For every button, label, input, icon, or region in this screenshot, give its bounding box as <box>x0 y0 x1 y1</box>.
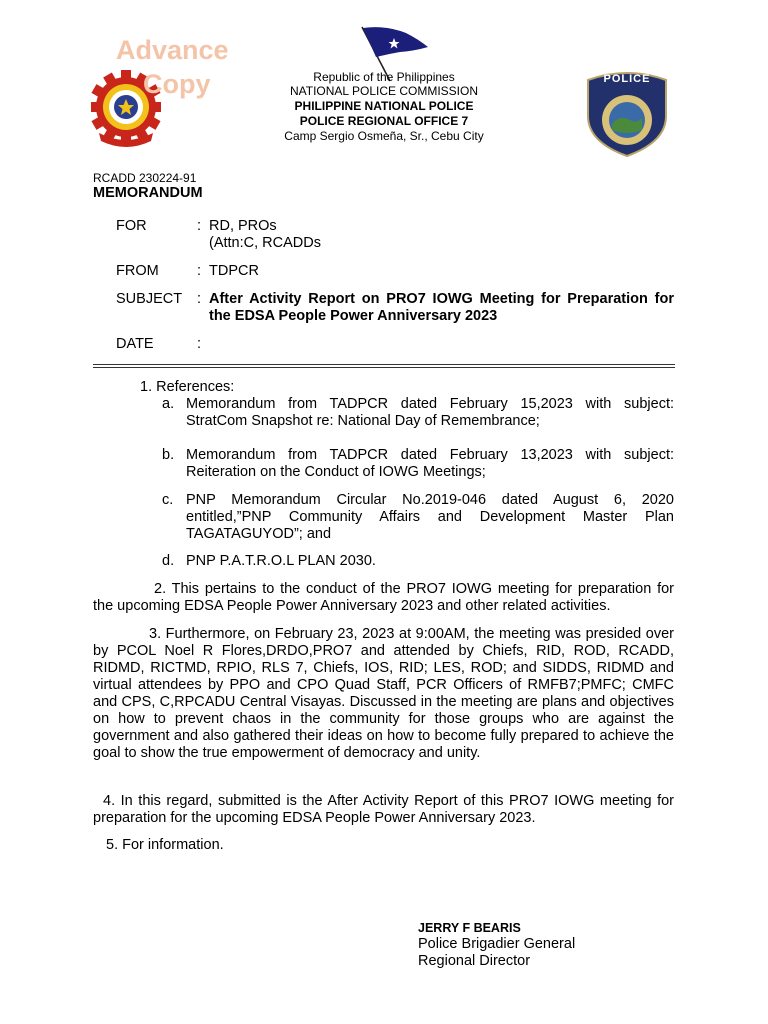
date-colon: : <box>197 336 202 352</box>
ref-d-text: PNP P.A.T.R.O.L PLAN 2030. <box>186 553 376 569</box>
references-heading: 1. References: <box>140 379 235 395</box>
header-address: Camp Sergio Osmeña, Sr., Cebu City <box>284 129 484 143</box>
ref-c-text: PNP Memorandum Circular No.2019-046 dated August 6, 2020 entitled,”PNP Community Affairs and Development Master Plan TAGATAGUYOD”; and <box>186 492 674 542</box>
ref-c-number: c. <box>162 492 174 508</box>
divider-rule-bottom <box>93 367 675 368</box>
signatory-position: Regional Director <box>418 953 531 969</box>
ref-b-text: Memorandum from TADPCR dated February 13,2023 with subject: Reiteration on the Conduct of IOWG Meetings; <box>186 447 674 480</box>
paragraph-4: 4. In this regard, submitted is the After Activity Report of this PRO7 IOWG meeting for preparation for the upcoming EDSA People Power Anniversary 2023. <box>93 793 674 826</box>
signatory-rank: Police Brigadier General <box>418 936 576 952</box>
advance-copy-watermark <box>116 33 229 101</box>
for-label: FOR <box>116 218 147 234</box>
subject-value: After Activity Report on PRO7 IOWG Meeting for Preparation for the EDSA People Power Anniversary 2023 <box>209 291 674 324</box>
ref-a-text: Memorandum from TADPCR dated February 15,2023 with subject: StratCom Snapshot re: National Day of Remembrance; <box>186 396 674 429</box>
from-colon: : <box>197 263 202 279</box>
paragraph-3: 3. Furthermore, on February 23, 2023 at 9:00AM, the meeting was presided over by PCOL Noel R Flores,DRDO,PRO7 and attended by Chiefs, RID, ROD, RCADD, RIDMD, RICTMD, RPIO, RLS 7, Chiefs, IOS, RID; LES, ROD; and SIDDS, RIDMD and virtual attendees by PPO and CPO Quad Staff, PCR Officers of RMFB7;PMFC; CMFC and CPS, C,RPCADU Central Visayas. Discussed in the meeting are plans and objectives on how to prevent chaos in the community for those groups who are against the government and also gathered their ideas on how to become fully prepared to achieve the goal to show the true empowerment of democracy and unity. <box>93 626 674 761</box>
memo-control-number: RCADD 230224-91 <box>93 171 197 185</box>
ref-a-number: a. <box>162 396 175 412</box>
ref-d-number: d. <box>162 553 175 569</box>
paragraph-5: 5. For information. <box>106 837 224 853</box>
header-republic: Republic of the Philippines <box>313 70 455 84</box>
watermark-line-1: Advance <box>116 35 229 65</box>
for-value-line1: RD, PROs <box>209 218 277 234</box>
badge-police-text: POLICE <box>603 73 651 85</box>
for-colon: : <box>197 218 202 234</box>
header-commission: NATIONAL POLICE COMMISSION <box>289 84 479 98</box>
header-office: POLICE REGIONAL OFFICE 7 <box>299 114 469 128</box>
subject-colon: : <box>197 291 202 307</box>
pro7-badge-logo <box>580 70 674 158</box>
paragraph-2: 2. This pertains to the conduct of the PRO7 IOWG meeting for preparation for the upcoming EDSA People Power Anniversary 2023 and other related activities. <box>93 581 674 614</box>
signatory-name: JERRY F BEARIS <box>418 921 521 935</box>
header-agency: PHILIPPINE NATIONAL POLICE <box>294 99 474 113</box>
ref-b-number: b. <box>162 447 175 463</box>
from-value: TDPCR <box>209 263 259 279</box>
from-label: FROM <box>116 263 159 279</box>
for-value-line2: (Attn:C, RCADDs <box>209 235 321 251</box>
subject-label: SUBJECT <box>116 291 183 307</box>
date-label: DATE <box>116 336 154 352</box>
watermark-line-2: Copy <box>143 69 211 99</box>
memo-title: MEMORANDUM <box>93 185 203 201</box>
divider-rule-top <box>93 364 675 365</box>
